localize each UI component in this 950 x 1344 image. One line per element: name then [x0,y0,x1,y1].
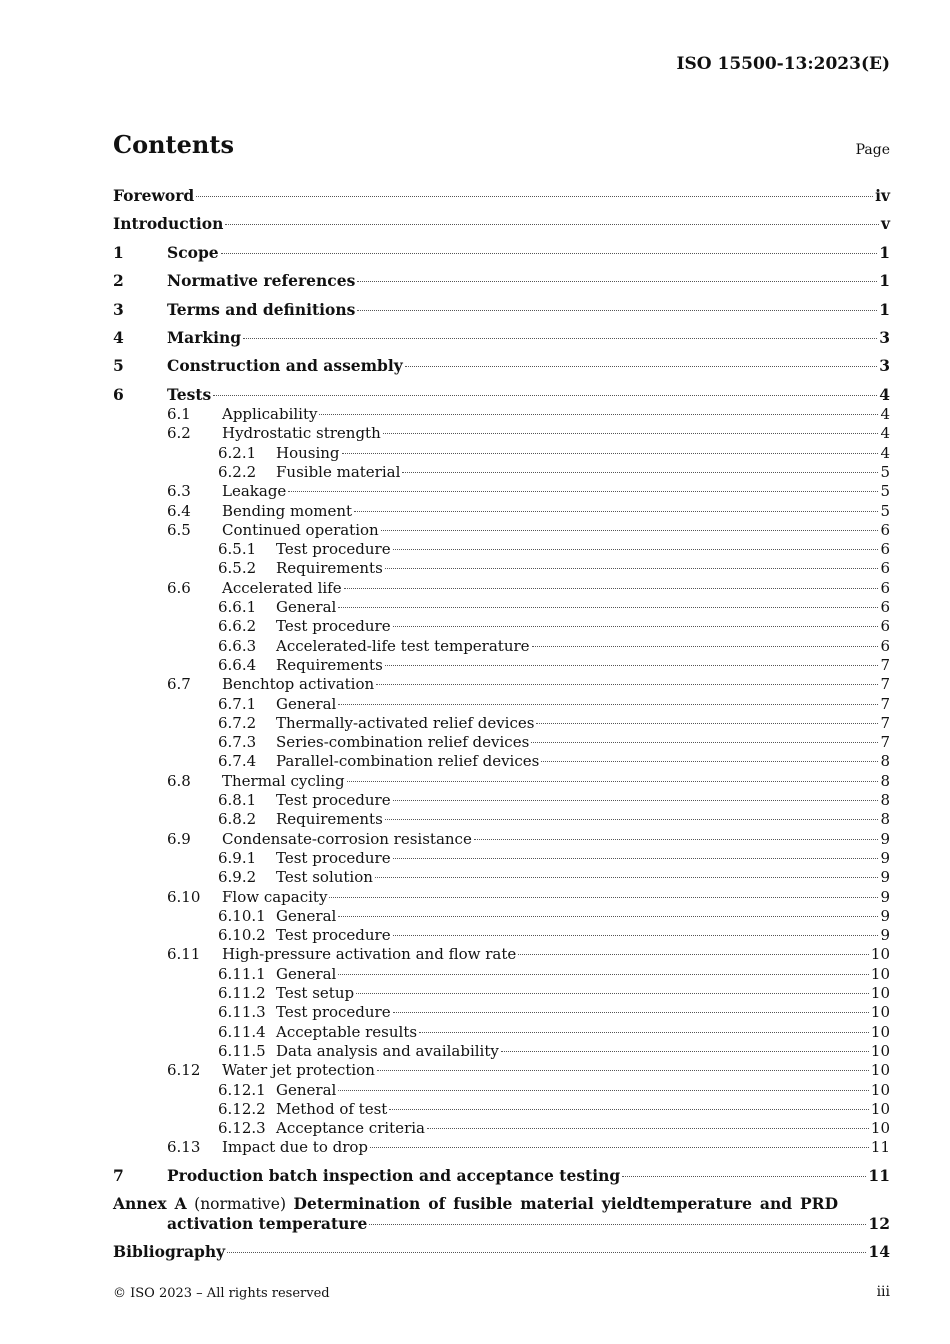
toc-entry-number: 6.10.1 [218,906,266,925]
dot-leader [385,664,879,666]
toc-entry-number: 6.11.5 [218,1041,266,1060]
toc-entry-number: 6.12 [167,1061,201,1080]
toc-entry-number: 6.11 [167,945,201,964]
dot-leader [344,587,879,589]
toc-entry-number: 6.9.1 [218,848,257,867]
page-number: iii [876,1284,890,1300]
toc-entry-page: 8 [880,810,890,829]
dot-leader [338,1089,869,1091]
toc-entry[interactable] [113,328,890,348]
dot-leader [225,223,879,225]
toc-entry[interactable] [167,520,890,540]
dot-leader [532,645,879,647]
toc-entry-page: 10 [870,984,890,1002]
toc-entry[interactable] [167,674,890,694]
toc-entry-page: 10 [870,1041,890,1060]
toc-entry[interactable] [218,964,890,984]
toc-entry-page: 5 [880,482,890,501]
toc-entry-page: 1 [879,243,890,262]
toc-entry-title: Marking [167,328,242,347]
toc-entry-number: 6.11.1 [218,964,266,983]
contents-heading: Contents [113,130,234,159]
dot-leader [393,548,879,550]
toc-entry-title: Scope [167,243,219,262]
toc-entry-title: Thermal cycling [222,771,345,790]
toc-entry[interactable] [218,983,890,1003]
toc-entry-number: 6.4 [167,501,191,520]
annex-qualifier: (normative) [194,1195,287,1213]
toc-entry-number: 6.12.3 [218,1119,266,1138]
toc-entry[interactable] [113,356,890,376]
toc-entry-page: 10 [870,945,890,964]
dot-leader [347,780,879,782]
toc-entry[interactable] [167,404,890,424]
toc-entry-page: v [880,214,890,233]
toc-entry-page: 7 [880,675,890,694]
toc-entry-page: 9 [880,887,890,906]
toc-entry-title: Test solution [276,868,373,887]
toc-entry-title: Acceptance criteria [276,1119,425,1138]
dot-leader [622,1175,866,1177]
dot-leader [213,394,877,396]
toc-entry-title: Test procedure [276,617,391,636]
toc-entry-title: Water jet protection [222,1061,375,1080]
toc-entry-title: Production batch inspection and acceptance testing [167,1166,621,1185]
toc-entry-number: 6.8.1 [218,791,257,809]
toc-entry-title: Acceptable results [276,1022,418,1041]
toc-entry[interactable] [218,925,890,945]
dot-leader [393,857,879,859]
toc-entry[interactable] [218,1118,890,1138]
dot-leader [370,1146,869,1148]
dot-leader [393,625,879,627]
toc-entry-number: 6.7.2 [218,713,257,732]
toc-entry-page: 7 [880,713,890,732]
toc-entry[interactable] [218,636,890,656]
toc-entry-number: 1 [113,243,124,262]
toc-entry-number: 6.2.2 [218,462,257,481]
dot-leader [243,337,877,339]
toc-entry[interactable] [218,1022,890,1042]
toc-entry[interactable] [113,271,890,291]
toc-entry-number: 6.6.3 [218,636,257,655]
toc-entry-number: 6.6 [167,578,191,597]
toc-entry-number: 6.7 [167,675,191,694]
toc-entry-title: Test procedure [276,791,391,809]
toc-entry[interactable] [218,558,890,578]
dot-leader [501,1050,869,1052]
toc-entry-page: 10 [870,1003,890,1022]
toc-entry[interactable] [113,1166,890,1186]
toc-entry-number: 6.3 [167,482,191,501]
toc-entry-title: Test procedure [276,540,391,559]
toc-entry-page: 3 [879,328,890,347]
toc-entry-title: Data analysis and availability [276,1041,499,1060]
toc-entry-title: Tests [167,385,212,404]
dot-leader [393,934,879,936]
toc-entry-title: Test procedure [276,926,391,945]
toc-entry-number: 6.7.3 [218,733,257,752]
toc-entry-page: 6 [880,578,890,597]
toc-entry-page: 4 [880,443,890,462]
toc-entry-page: 6 [880,598,890,616]
toc-entry-title: General [276,906,337,925]
toc-entry-title: Series-combination relief devices [276,733,530,752]
toc-entry-title: Method of test [276,1099,388,1118]
toc-entry-page: 6 [880,540,890,559]
toc-entry-page: 9 [880,906,890,925]
toc-entry-page: 9 [880,829,890,848]
toc-entry-title: Requirements [276,655,383,674]
toc-entry-title: General [276,694,337,713]
toc-entry-number: 6.12.2 [218,1099,266,1118]
dot-leader [319,413,878,415]
dot-leader [227,1251,866,1253]
toc-entry-number: 6.8 [167,771,191,790]
toc-entry-page: 1 [879,300,890,319]
toc-entry-page: 6 [880,559,890,578]
toc-entry-page: 9 [880,926,890,945]
toc-entry-number: 2 [113,271,124,290]
toc-entry[interactable] [218,732,890,752]
toc-entry-title: Bending moment [222,501,353,520]
toc-entry[interactable] [218,1002,890,1022]
toc-entry[interactable] [167,578,890,598]
toc-entry-page: 10 [870,964,890,983]
toc-entry[interactable] [218,462,890,482]
toc-entry-number: 3 [113,300,124,319]
toc-entry[interactable] [167,944,890,964]
toc-entry-number: 6.2 [167,424,191,443]
dot-leader [536,722,878,724]
dot-leader [381,529,879,531]
toc-entry-page: 9 [880,868,890,887]
bibliography-title: Bibliography [113,1242,226,1261]
toc-entry-number: 6.13 [167,1138,201,1157]
toc-entry-number: 6.1 [167,405,191,423]
dot-leader [389,1108,869,1110]
dot-leader [357,280,877,282]
toc-entry-number: 6.10 [167,887,201,906]
dot-leader [196,195,873,197]
annex-title-line2: activation temperature [167,1214,368,1233]
toc-entry[interactable] [218,867,890,887]
dot-leader [385,567,879,569]
dot-leader [393,799,879,801]
annex-page: 12 [868,1214,890,1233]
dot-leader [377,1069,869,1071]
toc-entry[interactable] [218,616,890,636]
toc-entry[interactable] [218,790,890,810]
toc-entry-page: 8 [880,771,890,790]
toc-entry-title: Construction and assembly [167,356,403,375]
dot-leader [356,992,869,994]
toc-entry-number: 6.5.1 [218,540,257,559]
toc-entry-number: 6.5 [167,520,191,539]
toc-entry[interactable] [218,539,890,559]
dot-leader [342,452,879,454]
toc-entry-title: Requirements [276,810,383,829]
toc-entry[interactable] [167,887,890,907]
dot-leader [338,703,878,705]
toc-entry-title: Applicability [222,405,318,423]
toc-entry-title: Impact due to drop [222,1138,369,1157]
toc-entry-title: Test setup [276,984,355,1002]
toc-entry[interactable] [113,243,890,263]
toc-entry-page: 5 [880,462,890,481]
toc-entry[interactable] [167,829,890,849]
toc-entry[interactable] [167,1060,890,1080]
toc-entry-number: 6.12.1 [218,1080,266,1099]
bibliography-entry[interactable] [113,1242,890,1262]
dot-leader [354,510,878,512]
toc-entry-title: Condensate-corrosion resistance [222,829,472,848]
toc-entry-number: 6.7.1 [218,694,257,713]
toc-entry-page: 10 [870,1099,890,1118]
toc-entry-page: 10 [870,1022,890,1041]
dot-leader [338,915,878,917]
toc-entry-page: 11 [870,1138,890,1157]
bibliography-page: 14 [868,1242,890,1261]
annex-title-line1: Determination of fusible material yieldtemperature and PRD [293,1194,839,1213]
toc-entry-number: 6.2.1 [218,443,257,462]
toc-entry-number: 6.7.4 [218,752,257,771]
toc-entry-number: 6.5.2 [218,559,257,578]
toc-entry-title: Hydrostatic strength [222,424,381,443]
toc-entry-number: 6.10.2 [218,926,266,945]
dot-leader [329,896,878,898]
page-column-label: Page [855,142,890,158]
toc-entry[interactable] [218,443,890,463]
dot-leader [375,876,879,878]
dot-leader [338,606,878,608]
toc-entry[interactable] [218,713,890,733]
toc-entry-title: Leakage [222,482,287,501]
toc-entry-page: 11 [868,1166,890,1185]
toc-entry-number: 6.9.2 [218,868,257,887]
toc-entry-number: 7 [113,1166,124,1185]
toc-entry-page: 4 [880,405,890,423]
toc-entry-title: Housing [276,443,340,462]
toc-entry[interactable] [167,1137,890,1157]
toc-entry[interactable] [218,906,890,926]
toc-entry-page: 10 [870,1061,890,1080]
toc-entry-page: 4 [879,385,890,404]
dot-leader [405,365,877,367]
toc-entry[interactable] [218,1041,890,1061]
dot-leader [474,838,879,840]
toc-entry[interactable] [167,501,890,521]
toc-entry[interactable] [113,214,890,234]
toc-entry-page: 10 [870,1080,890,1099]
toc-entry-title: Benchtop activation [222,675,375,694]
toc-entry-page: 6 [880,520,890,539]
dot-leader [541,760,878,762]
toc-entry-page: 8 [880,752,890,771]
annex-a-entry-line2[interactable] [167,1214,890,1234]
toc-entry-title: General [276,1080,337,1099]
toc-entry-number: 6.8.2 [218,810,257,829]
annex-a-entry-line1[interactable] [113,1194,838,1214]
toc-entry-page: iv [875,186,890,205]
toc-entry-title: Normative references [167,271,356,290]
dot-leader [357,309,877,311]
toc-entry-page: 1 [879,271,890,290]
toc-entry-page: 5 [880,501,890,520]
toc-entry-title: Accelerated life [222,578,342,597]
dot-leader [383,432,879,434]
dot-leader [531,741,878,743]
toc-entry-page: 10 [870,1119,890,1138]
toc-entry[interactable] [167,481,890,501]
toc-entry-title: Terms and definitions [167,300,356,319]
toc-entry-page: 7 [880,655,890,674]
toc-entry-title: Continued operation [222,520,379,539]
toc-entry-page: 7 [880,733,890,752]
toc-entry-title: Fusible material [276,462,401,481]
toc-entry-page: 8 [880,791,890,809]
toc-entry-number: 6 [113,385,124,404]
dot-leader [402,471,878,473]
toc-entry[interactable] [113,385,890,405]
toc-entry[interactable] [218,809,890,829]
toc-entry-number: 6.11.2 [218,984,266,1002]
toc-entry-title: Requirements [276,559,383,578]
toc-entry-title: General [276,598,337,616]
toc-entry[interactable] [218,1080,890,1100]
dot-leader [419,1031,869,1033]
toc-entry-title: Introduction [113,214,224,233]
toc-entry-number: 6.6.2 [218,617,257,636]
toc-entry-title: Flow capacity [222,887,328,906]
toc-entry-title: Parallel-combination relief devices [276,752,540,771]
toc-entry[interactable] [218,848,890,868]
dot-leader [385,818,879,820]
toc-entry[interactable] [113,300,890,320]
toc-entry-number: 6.6.1 [218,598,257,616]
dot-leader [338,973,869,975]
toc-entry-page: 6 [880,636,890,655]
toc-entry-number: 6.11.4 [218,1022,266,1041]
toc-entry[interactable] [167,423,890,443]
dot-leader [376,683,878,685]
toc-entry-number: 6.6.4 [218,655,257,674]
toc-entry[interactable] [218,597,890,617]
toc-entry-title: Foreword [113,186,195,205]
toc-entry-number: 4 [113,328,124,347]
toc-entry[interactable] [218,1099,890,1119]
toc-entry[interactable] [113,186,890,206]
toc-entry-number: 6.9 [167,829,191,848]
toc-entry-title: Accelerated-life test temperature [276,636,530,655]
toc-entry-page: 4 [880,424,890,443]
toc-entry-page: 9 [880,848,890,867]
toc-entry-page: 6 [880,617,890,636]
annex-label: Annex A [113,1194,187,1213]
dot-leader [427,1127,869,1129]
toc-entry-title: General [276,964,337,983]
toc-entry-title: Test procedure [276,848,391,867]
toc-entry-number: 5 [113,356,124,375]
dot-leader [518,953,869,955]
document-id: ISO 15500-13:2023(E) [676,54,890,74]
toc-entry[interactable] [218,751,890,771]
toc-entry-title: Thermally-activated relief devices [276,713,535,732]
dot-leader [221,252,878,254]
dot-leader [393,1011,869,1013]
copyright-notice: © ISO 2023 – All rights reserved [113,1286,330,1301]
toc-entry-page: 3 [879,356,890,375]
dot-leader [369,1223,866,1225]
toc-entry[interactable] [218,655,890,675]
toc-entry-page: 7 [880,694,890,713]
toc-entry-title: High-pressure activation and flow rate [222,945,517,964]
dot-leader [288,490,878,492]
toc-entry[interactable] [167,771,890,791]
toc-entry-number: 6.11.3 [218,1003,266,1022]
toc-entry-title: Test procedure [276,1003,391,1022]
toc-entry[interactable] [218,694,890,714]
